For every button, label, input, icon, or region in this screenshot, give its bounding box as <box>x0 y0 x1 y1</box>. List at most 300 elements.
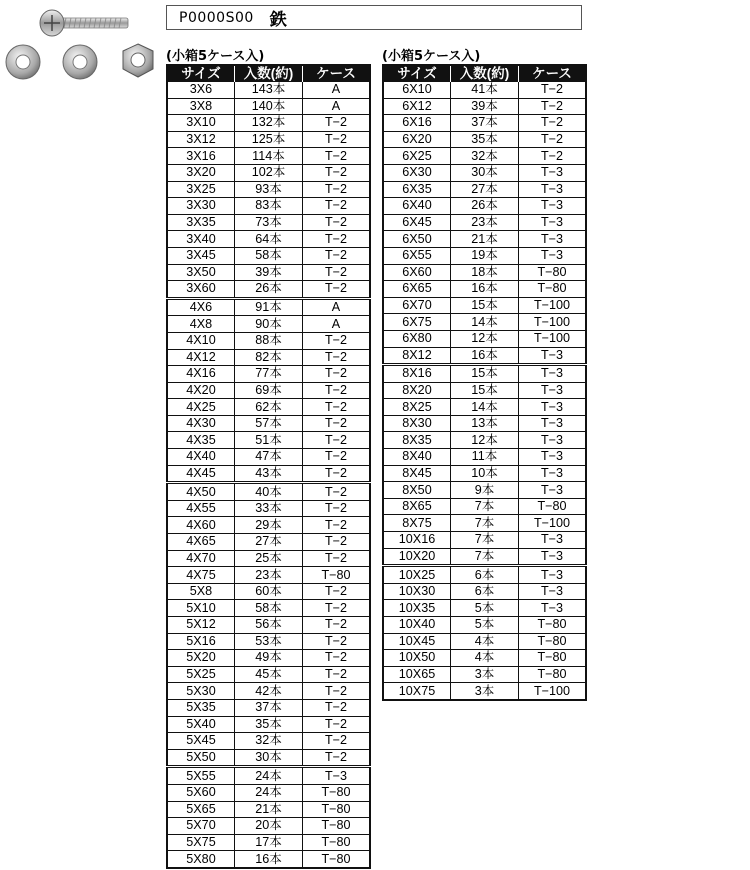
cell-quantity: 47本 <box>235 449 303 466</box>
cell-case: T−3 <box>303 767 371 785</box>
cell-case: T−80 <box>519 264 587 281</box>
cell-quantity: 35本 <box>235 716 303 733</box>
cell-case: T−3 <box>519 365 587 383</box>
cell-case: T−100 <box>519 314 587 331</box>
header-case: ケース <box>519 65 587 82</box>
cell-quantity: 51本 <box>235 432 303 449</box>
cell-size: 3X6 <box>167 82 235 99</box>
spec-table-left <box>166 64 371 869</box>
cell-case: T−2 <box>519 98 587 115</box>
cell-size: 6X30 <box>383 164 451 181</box>
table-row <box>383 532 586 549</box>
header-quantity: 入数(約) <box>235 65 303 82</box>
cell-case: T−2 <box>303 583 371 600</box>
table-row <box>167 247 370 264</box>
cell-size: 8X16 <box>383 365 451 383</box>
cell-case: T−3 <box>519 566 587 584</box>
cell-quantity: 45本 <box>235 666 303 683</box>
cell-quantity: 143本 <box>235 82 303 99</box>
table-row <box>383 148 586 165</box>
table-row <box>383 281 586 298</box>
cell-case: T−2 <box>303 749 371 767</box>
cell-quantity: 60本 <box>235 583 303 600</box>
table-row <box>383 633 586 650</box>
table-row <box>383 399 586 416</box>
cell-case: T−3 <box>519 548 587 566</box>
cell-size: 3X10 <box>167 115 235 132</box>
cell-case: A <box>303 298 371 316</box>
table-row <box>167 432 370 449</box>
cell-case: T−3 <box>519 432 587 449</box>
cell-quantity: 77本 <box>235 366 303 383</box>
cell-quantity: 16本 <box>235 851 303 868</box>
table-row <box>167 617 370 634</box>
cell-size: 10X16 <box>383 532 451 549</box>
cell-quantity: 91本 <box>235 298 303 316</box>
table-row <box>383 566 586 584</box>
cell-size: 5X30 <box>167 683 235 700</box>
header-quantity: 入数(約) <box>451 65 519 82</box>
cell-size: 4X45 <box>167 465 235 483</box>
cell-quantity: 26本 <box>451 198 519 215</box>
cell-size: 5X75 <box>167 834 235 851</box>
cell-quantity: 21本 <box>235 801 303 818</box>
cell-quantity: 10本 <box>451 465 519 482</box>
cell-case: T−2 <box>519 115 587 132</box>
cell-quantity: 24本 <box>235 784 303 801</box>
cell-quantity: 69本 <box>235 382 303 399</box>
cell-size: 5X20 <box>167 650 235 667</box>
cell-size: 5X70 <box>167 818 235 835</box>
cell-quantity: 58本 <box>235 600 303 617</box>
cell-quantity: 12本 <box>451 330 519 347</box>
cell-quantity: 29本 <box>235 517 303 534</box>
cell-case: T−80 <box>519 633 587 650</box>
cell-case: T−2 <box>303 349 371 366</box>
table-row <box>383 482 586 499</box>
cell-case: T−2 <box>303 415 371 432</box>
cell-quantity: 30本 <box>235 749 303 767</box>
cell-size: 6X75 <box>383 314 451 331</box>
table-row <box>383 465 586 482</box>
table-row <box>167 716 370 733</box>
cell-quantity: 15本 <box>451 382 519 399</box>
cell-size: 6X50 <box>383 231 451 248</box>
cell-size: 5X45 <box>167 733 235 750</box>
cell-size: 4X10 <box>167 332 235 349</box>
cell-quantity: 39本 <box>451 98 519 115</box>
cell-quantity: 5本 <box>451 600 519 617</box>
cell-case: T−3 <box>519 181 587 198</box>
table-row <box>383 231 586 248</box>
table-row <box>167 834 370 851</box>
cell-quantity: 132本 <box>235 115 303 132</box>
cell-quantity: 43本 <box>235 465 303 483</box>
cell-quantity: 58本 <box>235 247 303 264</box>
table-row <box>383 382 586 399</box>
cell-case: T−2 <box>303 148 371 165</box>
table-row <box>167 534 370 551</box>
cell-case: T−2 <box>303 115 371 132</box>
cell-size: 10X25 <box>383 566 451 584</box>
cell-quantity: 4本 <box>451 633 519 650</box>
table-row <box>167 851 370 868</box>
cell-case: T−80 <box>303 818 371 835</box>
cell-quantity: 30本 <box>451 164 519 181</box>
cell-size: 6X20 <box>383 131 451 148</box>
cell-case: T−2 <box>303 247 371 264</box>
cell-quantity: 21本 <box>451 231 519 248</box>
cell-case: T−2 <box>303 382 371 399</box>
cell-size: 3X60 <box>167 281 235 299</box>
table-row <box>383 82 586 99</box>
cell-size: 4X6 <box>167 298 235 316</box>
cell-case: T−80 <box>303 784 371 801</box>
table-row <box>383 583 586 600</box>
table-row <box>167 650 370 667</box>
table-row <box>383 131 586 148</box>
cell-case: T−80 <box>519 498 587 515</box>
cell-quantity: 23本 <box>451 214 519 231</box>
table-row <box>167 683 370 700</box>
cell-size: 10X65 <box>383 666 451 683</box>
cell-size: 4X50 <box>167 483 235 501</box>
cell-case: T−2 <box>519 82 587 99</box>
cell-case: T−2 <box>303 600 371 617</box>
cell-quantity: 27本 <box>235 534 303 551</box>
cell-quantity: 9本 <box>451 482 519 499</box>
table-row <box>383 600 586 617</box>
cell-size: 6X12 <box>383 98 451 115</box>
cell-size: 3X20 <box>167 164 235 181</box>
table-row <box>167 198 370 215</box>
cell-size: 4X25 <box>167 399 235 416</box>
table-row <box>383 297 586 314</box>
cell-size: 10X75 <box>383 683 451 700</box>
cell-size: 8X40 <box>383 449 451 466</box>
cell-quantity: 11本 <box>451 449 519 466</box>
cell-quantity: 7本 <box>451 548 519 566</box>
cell-quantity: 25本 <box>235 550 303 567</box>
table-row <box>383 98 586 115</box>
table-row <box>383 314 586 331</box>
table-row <box>167 281 370 299</box>
cell-case: T−2 <box>303 432 371 449</box>
cell-quantity: 37本 <box>451 115 519 132</box>
cell-size: 5X60 <box>167 784 235 801</box>
cell-size: 4X12 <box>167 349 235 366</box>
table-row <box>167 633 370 650</box>
cell-case: T−80 <box>303 567 371 584</box>
cell-size: 4X75 <box>167 567 235 584</box>
bolt-icon <box>40 10 128 36</box>
cell-case: T−2 <box>303 633 371 650</box>
cell-size: 6X10 <box>383 82 451 99</box>
table-row <box>383 347 586 365</box>
cell-size: 8X20 <box>383 382 451 399</box>
cell-size: 8X75 <box>383 515 451 532</box>
table-row <box>383 683 586 700</box>
table-row <box>383 365 586 383</box>
cell-quantity: 17本 <box>235 834 303 851</box>
cell-quantity: 83本 <box>235 198 303 215</box>
table-row <box>167 164 370 181</box>
cell-size: 3X25 <box>167 181 235 198</box>
cell-size: 4X8 <box>167 316 235 333</box>
product-code: P0000S00 <box>179 9 254 26</box>
cell-size: 8X30 <box>383 415 451 432</box>
cell-case: T−2 <box>303 164 371 181</box>
table-row <box>383 330 586 347</box>
cell-size: 6X40 <box>383 198 451 215</box>
table-row <box>383 666 586 683</box>
cell-quantity: 13本 <box>451 415 519 432</box>
cell-case: T−2 <box>303 650 371 667</box>
cell-size: 6X60 <box>383 264 451 281</box>
cell-case: T−80 <box>519 617 587 634</box>
cell-size: 5X12 <box>167 617 235 634</box>
cell-case: T−2 <box>519 148 587 165</box>
table-row <box>167 801 370 818</box>
cell-case: T−2 <box>303 198 371 215</box>
cell-quantity: 14本 <box>451 399 519 416</box>
product-title-box <box>166 5 582 30</box>
cell-quantity: 6本 <box>451 566 519 584</box>
cell-quantity: 15本 <box>451 297 519 314</box>
cell-case: T−3 <box>519 583 587 600</box>
cell-size: 6X65 <box>383 281 451 298</box>
left-table-caption: (小箱5ケース入) <box>166 49 265 64</box>
cell-quantity: 90本 <box>235 316 303 333</box>
cell-quantity: 35本 <box>451 131 519 148</box>
cell-size: 3X12 <box>167 131 235 148</box>
cell-case: T−2 <box>303 281 371 299</box>
cell-quantity: 53本 <box>235 633 303 650</box>
cell-case: T−100 <box>519 515 587 532</box>
cell-quantity: 88本 <box>235 332 303 349</box>
cell-quantity: 7本 <box>451 532 519 549</box>
cell-size: 6X25 <box>383 148 451 165</box>
cell-size: 8X35 <box>383 432 451 449</box>
cell-size: 8X65 <box>383 498 451 515</box>
cell-size: 4X55 <box>167 500 235 517</box>
cell-size: 5X8 <box>167 583 235 600</box>
table-row <box>383 164 586 181</box>
cell-size: 6X35 <box>383 181 451 198</box>
cell-size: 5X40 <box>167 716 235 733</box>
cell-quantity: 57本 <box>235 415 303 432</box>
table-row <box>167 415 370 432</box>
cell-quantity: 23本 <box>235 567 303 584</box>
cell-quantity: 102本 <box>235 164 303 181</box>
table-row <box>167 550 370 567</box>
cell-case: T−2 <box>303 264 371 281</box>
cell-quantity: 18本 <box>451 264 519 281</box>
cell-quantity: 64本 <box>235 231 303 248</box>
table-row <box>167 382 370 399</box>
cell-case: T−3 <box>519 231 587 248</box>
cell-case: T−2 <box>303 733 371 750</box>
table-row <box>167 500 370 517</box>
table-row <box>167 298 370 316</box>
cell-quantity: 125本 <box>235 131 303 148</box>
table-row <box>167 131 370 148</box>
cell-size: 3X30 <box>167 198 235 215</box>
table-header-row <box>167 65 370 82</box>
cell-case: T−3 <box>519 465 587 482</box>
table-row <box>167 600 370 617</box>
table-header-row <box>383 65 586 82</box>
table-row <box>167 517 370 534</box>
cell-case: T−80 <box>303 834 371 851</box>
cell-size: 10X50 <box>383 650 451 667</box>
cell-size: 3X40 <box>167 231 235 248</box>
table-row <box>167 465 370 483</box>
cell-case: T−100 <box>519 297 587 314</box>
cell-quantity: 7本 <box>451 498 519 515</box>
table-row <box>167 98 370 115</box>
cell-quantity: 41本 <box>451 82 519 99</box>
table-row <box>383 115 586 132</box>
cell-case: A <box>303 316 371 333</box>
cell-size: 10X45 <box>383 633 451 650</box>
cell-quantity: 42本 <box>235 683 303 700</box>
cell-case: T−80 <box>519 666 587 683</box>
cell-case: T−3 <box>519 347 587 365</box>
table-row <box>167 483 370 501</box>
table-row <box>167 181 370 198</box>
cell-quantity: 39本 <box>235 264 303 281</box>
cell-case: T−2 <box>303 366 371 383</box>
cell-case: T−3 <box>519 198 587 215</box>
table-row <box>383 650 586 667</box>
table-row <box>167 749 370 767</box>
table-row <box>383 449 586 466</box>
cell-quantity: 37本 <box>235 699 303 716</box>
cell-case: T−2 <box>303 231 371 248</box>
cell-case: T−2 <box>303 716 371 733</box>
cell-case: T−80 <box>519 281 587 298</box>
table-row <box>383 515 586 532</box>
cell-quantity: 20本 <box>235 818 303 835</box>
header-size: サイズ <box>383 65 451 82</box>
cell-size: 4X30 <box>167 415 235 432</box>
cell-size: 8X12 <box>383 347 451 365</box>
cell-size: 10X40 <box>383 617 451 634</box>
cell-size: 4X60 <box>167 517 235 534</box>
cell-quantity: 26本 <box>235 281 303 299</box>
table-row <box>383 181 586 198</box>
cell-case: T−2 <box>303 332 371 349</box>
cell-size: 4X65 <box>167 534 235 551</box>
cell-quantity: 32本 <box>451 148 519 165</box>
cell-case: T−2 <box>303 449 371 466</box>
product-material: 鉄 <box>269 10 287 30</box>
cell-case: T−2 <box>303 550 371 567</box>
cell-case: A <box>303 98 371 115</box>
cell-size: 6X55 <box>383 247 451 264</box>
cell-quantity: 49本 <box>235 650 303 667</box>
cell-quantity: 140本 <box>235 98 303 115</box>
cell-case: T−3 <box>519 532 587 549</box>
table-row <box>383 415 586 432</box>
cell-size: 4X40 <box>167 449 235 466</box>
table-row <box>383 498 586 515</box>
cell-case: T−3 <box>519 399 587 416</box>
cell-size: 5X35 <box>167 699 235 716</box>
table-row <box>383 432 586 449</box>
cell-size: 4X70 <box>167 550 235 567</box>
washer-icon <box>63 45 97 79</box>
spec-table-right <box>382 64 587 701</box>
cell-case: T−2 <box>303 517 371 534</box>
cell-quantity: 6本 <box>451 583 519 600</box>
cell-quantity: 27本 <box>451 181 519 198</box>
cell-case: T−80 <box>303 851 371 868</box>
cell-case: T−3 <box>519 449 587 466</box>
cell-size: 5X55 <box>167 767 235 785</box>
table-row <box>167 366 370 383</box>
cell-quantity: 7本 <box>451 515 519 532</box>
table-row <box>383 548 586 566</box>
cell-quantity: 5本 <box>451 617 519 634</box>
cell-size: 4X20 <box>167 382 235 399</box>
cell-case: T−2 <box>303 500 371 517</box>
cell-case: T−2 <box>303 666 371 683</box>
cell-size: 5X80 <box>167 851 235 868</box>
cell-case: T−2 <box>303 214 371 231</box>
table-row <box>167 82 370 99</box>
cell-case: T−2 <box>303 465 371 483</box>
cell-case: T−3 <box>519 415 587 432</box>
cell-case: T−2 <box>303 699 371 716</box>
cell-size: 8X45 <box>383 465 451 482</box>
table-row <box>167 583 370 600</box>
table-row <box>383 617 586 634</box>
cell-quantity: 15本 <box>451 365 519 383</box>
table-row <box>167 332 370 349</box>
table-row <box>167 666 370 683</box>
cell-quantity: 62本 <box>235 399 303 416</box>
table-row <box>167 399 370 416</box>
cell-quantity: 24本 <box>235 767 303 785</box>
cell-case: T−2 <box>303 483 371 501</box>
cell-case: T−3 <box>519 214 587 231</box>
cell-size: 8X25 <box>383 399 451 416</box>
table-row <box>383 198 586 215</box>
table-row <box>167 567 370 584</box>
table-row <box>167 231 370 248</box>
cell-size: 5X10 <box>167 600 235 617</box>
cell-quantity: 16本 <box>451 347 519 365</box>
cell-size: 3X50 <box>167 264 235 281</box>
cell-size: 5X16 <box>167 633 235 650</box>
cell-size: 4X35 <box>167 432 235 449</box>
table-row <box>167 214 370 231</box>
cell-size: 6X70 <box>383 297 451 314</box>
table-row <box>167 449 370 466</box>
table-row <box>167 115 370 132</box>
cell-case: T−100 <box>519 683 587 700</box>
cell-quantity: 4本 <box>451 650 519 667</box>
right-table-caption: (小箱5ケース入) <box>382 49 481 64</box>
cell-case: T−2 <box>519 131 587 148</box>
washer-icon <box>6 45 40 79</box>
table-row <box>167 767 370 785</box>
cell-case: T−3 <box>519 247 587 264</box>
cell-size: 8X50 <box>383 482 451 499</box>
cell-size: 6X16 <box>383 115 451 132</box>
